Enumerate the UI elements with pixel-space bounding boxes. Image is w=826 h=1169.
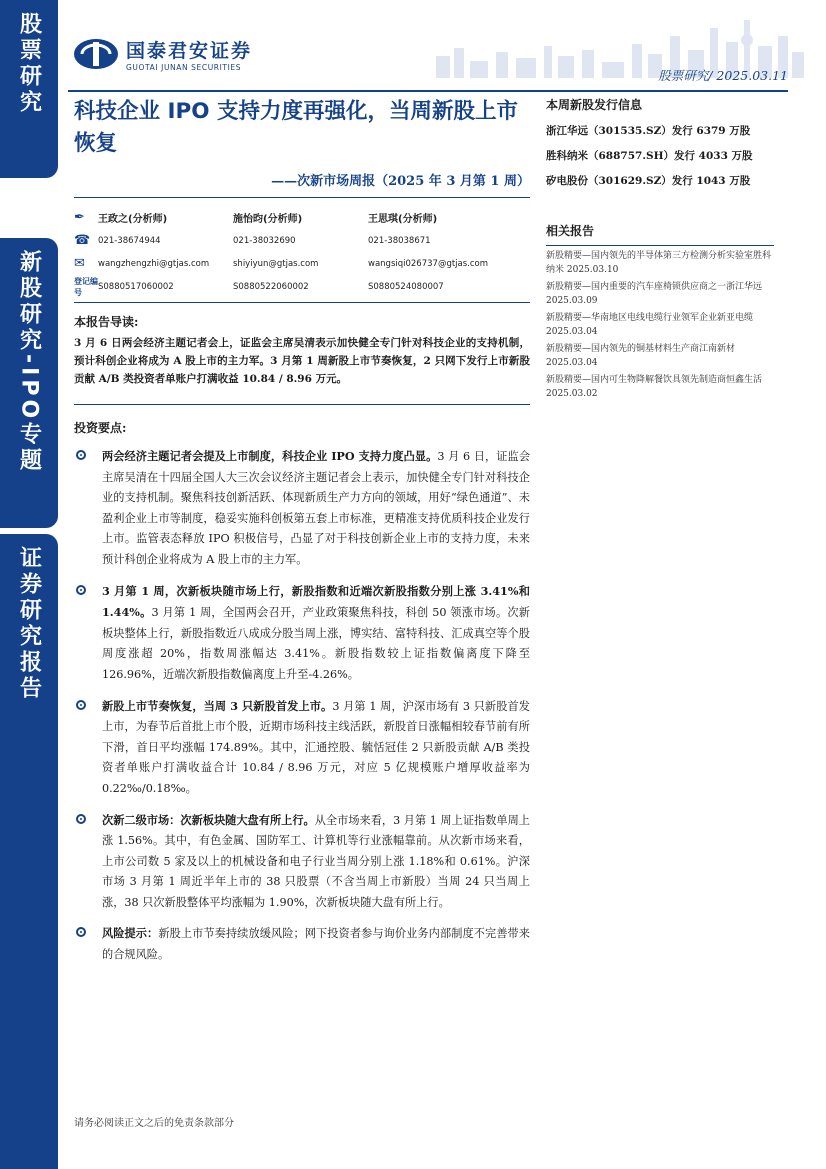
- mail-icon: ✉: [74, 256, 85, 271]
- left-sidebar: [0, 0, 58, 1169]
- sidebar-top-label: 股票研究: [16, 12, 42, 116]
- guide-summary: 3 月 6 日两会经济主题记者会上，证监会主席吴清表示加快健全专门针对科技企业的支持机制，预计科创企业将成为 A 股上市的主力军。3 月第 1 周新股上市节奏恢复，2 只网下发行上市新股贡献 A/B 类投资者单账户打满收益 10.84 / 8.96 万元。: [74, 337, 530, 385]
- investment-point: [74, 581, 530, 686]
- related-reports-divider: [546, 245, 774, 246]
- guide-heading: 本报告导读:: [74, 315, 139, 329]
- sidebar-tag-ipo-topic: [0, 238, 58, 528]
- analyst-phone: 021-38674944: [98, 235, 161, 246]
- company-logo: [72, 36, 252, 72]
- related-report-link[interactable]: 新股精要—国内重要的汽车座椅锁供应商之一浙江华远 2025.03.09: [546, 282, 763, 306]
- brand-name-cn: 国泰君安证券: [126, 40, 253, 62]
- point-lead: 次新二级市场：次新板块随大盘有所上行。: [102, 812, 315, 827]
- guide-divider: [74, 404, 530, 405]
- point-lead: 风险提示：: [102, 926, 159, 941]
- main-column: [74, 96, 530, 966]
- analyst-phone: 021-38032690: [233, 235, 296, 246]
- investment-point: [74, 446, 530, 571]
- report-title: 科技企业 IPO 支持力度再强化，当周新股上市恢复: [74, 99, 519, 156]
- analyst-email[interactable]: wangsiqi026737@gtjas.com: [368, 258, 489, 269]
- sidebar-bottom-label: 证券研究报告: [16, 546, 42, 702]
- analyst-divider: [74, 302, 530, 303]
- related-report-link[interactable]: 新股精要—国内领先的半导体第三方检测分析实验室胜科纳米 2025.03.10: [546, 251, 772, 275]
- bullet-ring-icon: [76, 450, 86, 460]
- analyst-registration: S0880517060002: [98, 281, 174, 292]
- point-body: 3 月第 1 周，沪深市场有 3 只新股首发上市，为春节后首批上市个股，近期市场科技主线活跃，新股首日涨幅相较春节前有所下滑，首日平均涨幅 174.89%。其中，汇通控股、毓恬冠佳 2 只新股贡献 A/B 类投资者单账户打满收益合计 10.84 / 8.96 万元，对应 5 亿规模账户增厚收益率为 0.22‰/0.18‰。: [102, 699, 530, 795]
- analyst-table: [74, 206, 530, 303]
- point-lead: 两会经济主题记者会提及上市制度，科技企业 IPO 支持力度凸显。: [102, 449, 438, 463]
- point-body: 新股上市节奏持续放缓风险；网下投资者参与询价业务内部制度不完善带来的合规风险。: [102, 927, 530, 962]
- pen-icon: ✒: [74, 210, 85, 225]
- gtja-logo-mark-icon: [72, 36, 120, 72]
- analyst-name: 王政之(分析师): [98, 214, 168, 225]
- related-report-link[interactable]: 新股精要—华南地区电线电缆行业领军企业新亚电缆 2025.03.04: [546, 313, 754, 337]
- sidebar-middle-label: 新股研究-IPO专题: [16, 250, 42, 475]
- header-divider: [68, 90, 788, 92]
- page-header: [58, 0, 826, 92]
- new-issues-heading: 本周新股发行信息: [546, 98, 643, 112]
- new-issue-item: 浙江华远（301535.SZ）发行 6379 万股: [546, 125, 751, 137]
- sidebar-tag-report: [0, 534, 58, 1169]
- bullet-ring-icon: [76, 585, 86, 595]
- right-column: [546, 96, 774, 401]
- point-lead: 3 月第 1 周，次新板块随市场上行，新股指数和近端次新股指数分别上涨 3.41%和 1.44%。: [102, 583, 530, 620]
- bullet-ring-icon: [76, 700, 86, 710]
- point-body: 3 月 6 日，证监会主席吴清在十四届全国人大三次会议经济主题记者会上表示，加快健全专门针对科技企业的支持机制。聚焦科技创新活跃、体现新质生产力方向的领域，用好“绿色通道”、未盈利企业上市等制度，稳妥实施科创板第五套上市标准，更精准支持优质科技企业发行上市。监管表态释放 IPO 积极信号，凸显了对于科技创新企业上市的支持力度，未来预计科创企业将成为 A 股上市的主力军。: [102, 450, 531, 566]
- investment-point: [74, 696, 530, 800]
- disclaimer-footer: 请务必阅读正文之后的免责条款部分: [74, 1118, 234, 1129]
- bullet-ring-icon: [76, 814, 86, 824]
- report-category-date: 股票研究/ 2025.03.11: [658, 68, 788, 83]
- sidebar-tag-stock-research: [0, 0, 58, 178]
- investment-point: [74, 810, 530, 914]
- brand-name-en: GUOTAI JUNAN SECURITIES: [126, 63, 242, 72]
- analyst-registration: S0880524080007: [368, 281, 444, 292]
- analyst-name: 施怡昀(分析师): [233, 214, 303, 225]
- point-lead: 新股上市节奏恢复，当周 3 只新股首发上市。: [102, 698, 333, 713]
- point-body: 3 月第 1 周，全国两会召开，产业政策聚焦科技，科创 50 领涨市场。次新板块整体上行，新股指数近八成成分股当周上涨，博实结、富特科技、汇成真空等个股周度涨超 20%，指数周涨幅达 3.41%。新股指数较上证指数偏离度下降至 126.96%，近端次新股指数偏离度上升至-4.26%。: [102, 606, 530, 681]
- related-report-link[interactable]: 新股精要—国内领先的铜基材料生产商江南新材 2025.03.04: [546, 344, 736, 368]
- analyst-email-row: [74, 252, 530, 275]
- analyst-registration-row: [74, 275, 530, 298]
- analyst-email[interactable]: shiyiyun@gtjas.com: [233, 258, 319, 269]
- bullet-ring-icon: [76, 927, 86, 937]
- phone-icon: ☎: [74, 233, 91, 248]
- related-report-link[interactable]: 新股精要—国内可生物降解餐饮具领先制造商恒鑫生活 2025.03.02: [546, 375, 763, 399]
- analyst-name-row: [74, 206, 530, 229]
- subtitle-divider: [74, 197, 530, 198]
- analyst-phone: 021-38038671: [368, 235, 431, 246]
- risk-warning: [74, 923, 530, 965]
- new-issue-item: 矽电股份（301629.SZ）发行 1043 万股: [546, 175, 751, 187]
- analyst-email[interactable]: wangzhengzhi@gtjas.com: [98, 258, 210, 269]
- related-reports-heading: 相关报告: [546, 224, 595, 238]
- analyst-registration: S0880522060002: [233, 281, 309, 292]
- analyst-name: 王思琪(分析师): [368, 214, 438, 225]
- point-body: 从全市场来看，3 月第 1 周上证指数单周上涨 1.56%。其中，有色金属、国防军工、计算机等行业涨幅靠前。从次新市场来看，上市公司数 5 家及以上的机械设备和电子行业当周分别上涨 1.18%和 0.61%。沪深市场 3 月第 1 周近半年上市的 38 只股票（不含当周上市新股）当周 24 只当周上涨，38 只次新股整体平均涨幅为 1.90%，次新板块随大盘有所上行。: [102, 813, 530, 909]
- analyst-phone-row: [74, 229, 530, 252]
- new-issue-item: 胜科纳米（688757.SH）发行 4033 万股: [546, 150, 753, 162]
- registration-label: 登记编号: [74, 276, 98, 297]
- investment-points-heading: 投资要点:: [74, 421, 127, 435]
- report-subtitle: ——次新市场周报（2025 年 3 月第 1 周）: [271, 174, 530, 189]
